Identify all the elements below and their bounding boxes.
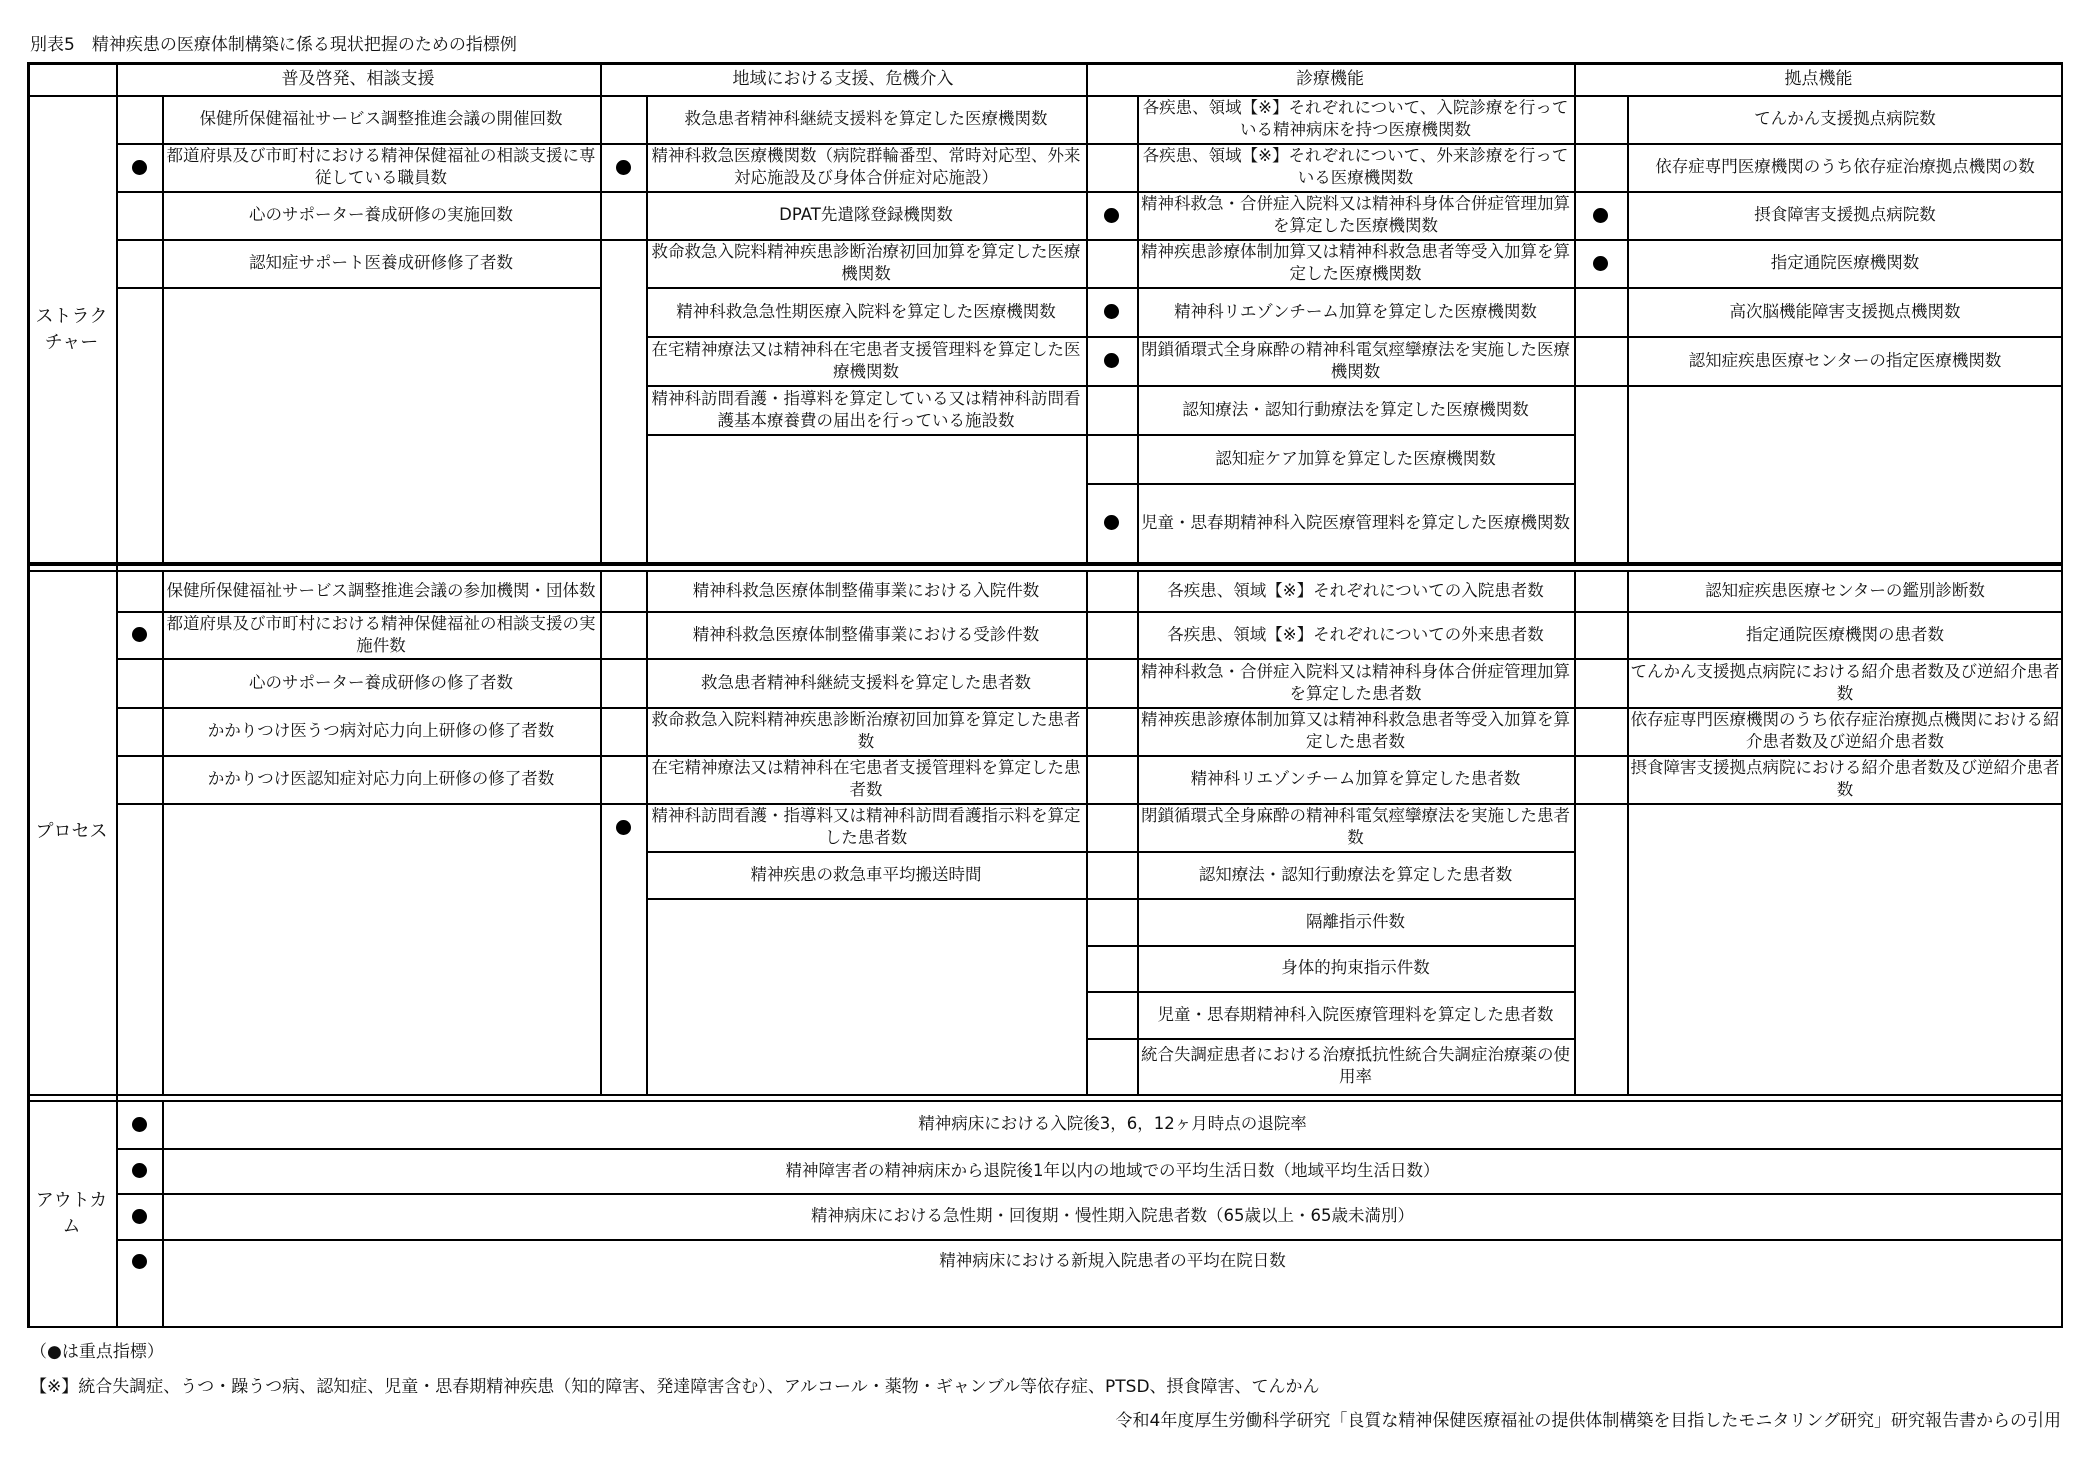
category-process: プロセス — [35, 821, 108, 842]
indicator-cell: 救命救急入院料精神疾患診断治療初回加算を算定した患者数 — [651, 710, 1081, 751]
indicator-cell: 精神疾患診療体制加算又は精神科救急患者等受入加算を算定した患者数 — [1141, 710, 1570, 751]
indicator-cell: 認知療法・認知行動療法を算定した患者数 — [1198, 864, 1513, 884]
indicator-cell: 救急患者精神科継続支援料を算定した患者数 — [701, 672, 1031, 692]
indicator-cell: 認知症ケア加算を算定した医療機関数 — [1215, 448, 1496, 468]
footnote: 【※】統合失調症、うつ・躁うつ病、認知症、児童・思春期精神疾患（知的障害、発達障害含む）、アルコール・薬物・ギャンブル等依存症、PTSD、摂食障害、てんかん — [30, 1377, 1320, 1397]
column-header: 拠点機能 — [1784, 68, 1853, 89]
indicator-cell: 精神科リエゾンチーム加算を算定した患者数 — [1190, 769, 1521, 788]
table-rule — [1086, 95, 1088, 562]
indicator-cell: DPAT先遣隊登録機関数 — [779, 205, 953, 224]
indicator-cell: 指定通院医療機関の患者数 — [1746, 624, 1944, 644]
indicator-cell: 精神科救急医療体制整備事業における受診件数 — [692, 624, 1040, 644]
indicator-cell: 保健所保健福祉サービス調整推進会議の開催回数 — [199, 109, 563, 128]
indicator-cell: 心のサポーター養成研修の修了者数 — [249, 672, 513, 692]
document-title: 別表5 精神疾患の医療体制構築に係る現状把握のための指標例 — [30, 35, 517, 55]
source-citation: 令和4年度厚生労働科学研究「良質な精神保健医療福祉の提供体制構築を目指したモニタリング研究」研究報告書からの引用 — [1115, 1411, 2061, 1431]
indicator-cell: 救命救急入院料精神疾患診断治療初回加算を算定した医療機関数 — [651, 242, 1081, 283]
indicator-cell: 精神科リエゾンチーム加算を算定した医療機関数 — [1174, 301, 1537, 321]
indicator-cell: 精神科救急・合併症入院料又は精神科身体合併症管理加算を算定した医療機関数 — [1141, 194, 1570, 235]
outcome-indicator-cell: 精神病床における急性期・回復期・慢性期入院患者数（65歳以上・65歳未満別） — [811, 1206, 1414, 1225]
indicator-cell: 依存症専門医療機関のうち依存症治療拠点機関における紹介患者数及び逆紹介患者数 — [1630, 710, 2060, 751]
indicator-cell: 精神科訪問看護・指導料又は精神科訪問看護指示料を算定した患者数 — [651, 806, 1081, 847]
priority-marker-icon — [1104, 353, 1119, 368]
priority-marker-icon — [132, 1209, 147, 1224]
table-rule — [27, 1094, 2063, 1096]
table-rule — [116, 803, 600, 805]
table-rule — [1574, 385, 2063, 387]
priority-marker-icon — [132, 160, 147, 175]
outcome-indicator-cell: 精神病床における入院後3，6，12ヶ月時点の退院率 — [918, 1114, 1307, 1133]
indicator-cell: 保健所保健福祉サービス調整推進会議の参加機関・団体数 — [166, 580, 596, 600]
table-rule — [1574, 570, 1576, 1094]
indicator-cell: 精神科訪問看護・指導料を算定している又は精神科訪問看護基本療養費の届出を行っている施設数 — [651, 388, 1081, 430]
outcome-indicator-cell: 精神病床における新規入院患者の平均在院日数 — [939, 1251, 1286, 1270]
priority-marker-icon — [132, 1254, 147, 1269]
indicator-cell: 認知症疾患医療センターの指定医療機関数 — [1688, 350, 2002, 370]
column-header: 診療機能 — [1296, 68, 1364, 89]
indicator-cell: 認知症疾患医療センターの鑑別診断数 — [1705, 580, 1985, 600]
indicator-cell: 依存症専門医療機関のうち依存症治療拠点機関の数 — [1655, 157, 2035, 176]
table-rule — [1086, 570, 1088, 1094]
category-outcome: アウトカム — [35, 1190, 108, 1237]
indicator-cell: 摂食障害支援拠点病院数 — [1754, 205, 1936, 224]
indicator-cell: 統合失調症患者における治療抵抗性統合失調症治療薬の使用率 — [1141, 1045, 1570, 1086]
priority-marker-icon — [1104, 208, 1119, 223]
indicator-cell: 指定通院医療機関数 — [1770, 253, 1920, 272]
indicator-cell: 認知症サポート医養成研修修了者数 — [249, 253, 513, 272]
category-structure: ストラクチャー — [35, 305, 108, 353]
priority-marker-icon — [1104, 515, 1119, 530]
indicator-cell: 精神疾患診療体制加算又は精神科救急患者等受入加算を算定した医療機関数 — [1141, 242, 1570, 283]
table-rule — [116, 95, 118, 562]
indicator-cell: 各疾患、領域【※】それぞれについて、入院診療を行っている精神病床を持つ医療機関数 — [1142, 98, 1569, 139]
table-rule — [600, 570, 602, 1094]
indicator-cell: 精神科救急急性期医療入院料を算定した医療機関数 — [676, 301, 1056, 321]
indicator-cell: 精神科救急・合併症入院料又は精神科身体合併症管理加算を算定した患者数 — [1141, 661, 1570, 703]
priority-marker-icon — [132, 627, 147, 642]
table-rule — [1574, 95, 1576, 562]
indicator-cell: 救急患者精神科継続支援料を算定した医療機関数 — [684, 109, 1048, 128]
indicator-cell: 各疾患、領域【※】それぞれについて、外来診療を行っている医療機関数 — [1142, 146, 1569, 187]
indicator-cell: 児童・思春期精神科入院医療管理料を算定した医療機関数 — [1141, 512, 1570, 532]
indicator-cell: 隔離指示件数 — [1306, 911, 1405, 931]
indicator-cell: 精神疾患の救急車平均搬送時間 — [750, 864, 982, 884]
indicator-cell: 児童・思春期精神科入院医療管理料を算定した患者数 — [1157, 1004, 1554, 1024]
indicator-cell: 在宅精神療法又は精神科在宅患者支援管理料を算定した医療機関数 — [651, 339, 1081, 381]
table-rule — [27, 562, 2063, 564]
indicator-cell: てんかん支援拠点病院における紹介患者数及び逆紹介患者数 — [1630, 661, 2060, 703]
priority-marker-icon — [1593, 256, 1608, 271]
indicator-cell: 身体的拘束指示件数 — [1281, 958, 1430, 977]
column-header: 普及啓発、相談支援 — [281, 68, 435, 89]
table-rule — [600, 95, 602, 562]
indicator-cell: 閉鎖循環式全身麻酔の精神科電気痙攣療法を実施した患者数 — [1141, 806, 1570, 847]
outcome-indicator-cell: 精神障害者の精神病床から退院後1年以内の地域での平均生活日数（地域平均生活日数） — [785, 1160, 1440, 1180]
priority-marker-icon — [132, 1117, 147, 1132]
table-rule — [27, 564, 2063, 566]
column-header: 地域における支援、危機介入 — [732, 68, 954, 89]
indicator-cell: てんかん支援拠点病院数 — [1754, 109, 1936, 128]
indicator-cell: 高次脳機能障害支援拠点機関数 — [1729, 301, 1961, 321]
indicator-cell: 心のサポーター養成研修の実施回数 — [249, 205, 513, 224]
indicator-cell: 各疾患、領域【※】それぞれについての外来患者数 — [1167, 624, 1544, 644]
priority-marker-icon — [616, 160, 631, 175]
indicator-cell: 各疾患、領域【※】それぞれについての入院患者数 — [1167, 580, 1544, 600]
table-rule — [646, 898, 1086, 900]
table-rule — [646, 434, 1086, 436]
indicator-cell: 都道府県及び市町村における精神保健福祉の相談支援の実施件数 — [166, 613, 596, 655]
priority-marker-icon — [132, 1163, 147, 1178]
table-rule — [116, 570, 118, 1094]
table-rule — [27, 1326, 2063, 1329]
table-rule — [116, 287, 600, 289]
indicator-cell: 閉鎖循環式全身麻酔の精神科電気痙攣療法を実施した医療機関数 — [1141, 339, 1570, 381]
priority-note: （●は重点指標） — [30, 1342, 164, 1362]
indicator-cell: 精神科救急医療体制整備事業における入院件数 — [692, 580, 1040, 600]
indicator-cell: 摂食障害支援拠点病院における紹介患者数及び逆紹介患者数 — [1630, 758, 2060, 799]
priority-marker-icon — [1593, 208, 1608, 223]
indicator-table — [27, 62, 2063, 1328]
indicator-cell: 都道府県及び市町村における精神保健福祉の相談支援に専従している職員数 — [166, 146, 596, 187]
indicator-cell: 認知療法・認知行動療法を算定した医療機関数 — [1182, 399, 1529, 419]
indicator-cell: 在宅精神療法又は精神科在宅患者支援管理料を算定した患者数 — [651, 758, 1081, 799]
indicator-cell: かかりつけ医認知症対応力向上研修の修了者数 — [207, 769, 555, 788]
indicator-cell: かかりつけ医うつ病対応力向上研修の修了者数 — [207, 721, 555, 740]
table-rule — [1574, 803, 2063, 805]
priority-marker-icon — [1104, 304, 1119, 319]
indicator-cell: 精神科救急医療機関数（病院群輪番型、常時対応型、外来対応施設及び身体合併症対応施設） — [651, 146, 1081, 187]
priority-marker-icon — [616, 820, 631, 835]
